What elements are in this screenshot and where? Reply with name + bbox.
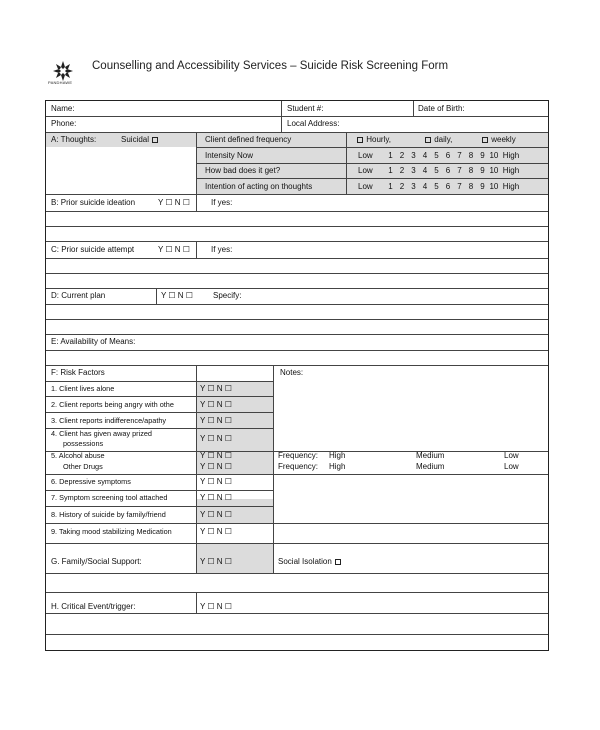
scale-value-10[interactable]: 10 xyxy=(489,182,499,191)
scale-value-4[interactable]: 4 xyxy=(422,166,428,175)
risk-yn-9[interactable]: Y ☐ N ☐ xyxy=(200,527,232,536)
risk-yn-8[interactable]: Y ☐ N ☐ xyxy=(200,510,232,519)
scale-value-4[interactable]: 4 xyxy=(422,182,428,191)
scale-value-9[interactable]: 9 xyxy=(480,151,485,160)
scale-value-4[interactable]: 4 xyxy=(422,151,428,160)
scale-value-3[interactable]: 3 xyxy=(411,151,416,160)
logo-icon xyxy=(52,60,74,82)
student-number-label: Student #: xyxy=(287,104,324,113)
scale-value-8[interactable]: 8 xyxy=(468,166,474,175)
scale-value-9[interactable]: 9 xyxy=(480,182,485,191)
scale-value-8[interactable]: 8 xyxy=(468,151,474,160)
date-of-birth-label: Date of Birth: xyxy=(418,104,465,113)
risk-item-1: 1. Client lives alone xyxy=(51,384,115,393)
risk-item-5: 5. Alcohol abuse xyxy=(51,451,105,460)
intention-label: Intention of acting on thoughts xyxy=(205,182,313,191)
scale-value-7[interactable]: 7 xyxy=(457,151,462,160)
social-isolation-checkbox[interactable] xyxy=(335,559,341,565)
alcohol-high[interactable]: High xyxy=(329,451,346,460)
section-b-yes-no[interactable]: Y ☐ N ☐ xyxy=(158,198,190,207)
intention-scale[interactable] xyxy=(358,182,519,192)
screening-form xyxy=(45,100,549,651)
scale-value-2[interactable]: 2 xyxy=(399,182,405,191)
section-b-if-yes: If yes: xyxy=(211,198,233,207)
drugs-frequency-label: Frequency: xyxy=(278,462,319,471)
daily-checkbox[interactable] xyxy=(425,137,431,143)
phone-label: Phone: xyxy=(51,119,77,128)
scale-value-1[interactable]: 1 xyxy=(388,182,393,191)
risk-item-3: 3. Client reports indifference/apathy xyxy=(51,416,167,425)
scale-value-10[interactable]: 10 xyxy=(489,151,499,160)
scale-value-7[interactable]: 7 xyxy=(457,182,462,191)
how-bad-scale[interactable] xyxy=(358,166,519,176)
section-f-label: F: Risk Factors xyxy=(51,368,105,377)
section-b-label: B: Prior suicide ideation xyxy=(51,198,136,207)
form-header xyxy=(0,0,600,95)
risk-yn-5a[interactable]: Y ☐ N ☐ xyxy=(200,451,232,460)
logo-text: PANDHAWE xyxy=(48,80,73,85)
risk-item-7: 7. Symptom screening tool attached xyxy=(51,493,168,502)
drugs-medium[interactable]: Medium xyxy=(416,462,445,471)
scale-low: Low xyxy=(358,182,373,191)
section-h-label: H. Critical Event/trigger: xyxy=(51,602,136,611)
section-g-yes-no[interactable]: Y ☐ N ☐ xyxy=(200,557,232,566)
scale-value-5[interactable]: 5 xyxy=(434,166,439,175)
risk-yn-3[interactable]: Y ☐ N ☐ xyxy=(200,416,232,425)
section-e-label: E: Availability of Means: xyxy=(51,337,136,346)
scale-value-9[interactable]: 9 xyxy=(480,166,485,175)
alcohol-medium[interactable]: Medium xyxy=(416,451,445,460)
scale-high: High xyxy=(502,166,520,175)
section-c-if-yes: If yes: xyxy=(211,245,233,254)
risk-item-8: 8. History of suicide by family/friend xyxy=(51,510,166,519)
risk-item-2: 2. Client reports being angry with othe xyxy=(51,400,174,409)
risk-item-4: 4. Client has given away prized xyxy=(51,429,152,438)
intensity-scale[interactable] xyxy=(358,151,519,161)
scale-value-7[interactable]: 7 xyxy=(457,166,462,175)
section-d-label: D: Current plan xyxy=(51,291,106,300)
suicidal-option[interactable]: Suicidal xyxy=(121,135,159,145)
scale-low: Low xyxy=(358,166,373,175)
weekly-option[interactable]: weekly xyxy=(481,135,516,145)
scale-high: High xyxy=(502,151,520,160)
scale-value-8[interactable]: 8 xyxy=(468,182,474,191)
section-d-yes-no[interactable]: Y ☐ N ☐ xyxy=(161,291,193,300)
scale-value-5[interactable]: 5 xyxy=(434,151,439,160)
drugs-high[interactable]: High xyxy=(329,462,346,471)
risk-yn-2[interactable]: Y ☐ N ☐ xyxy=(200,400,232,409)
weekly-checkbox[interactable] xyxy=(482,137,488,143)
scale-high: High xyxy=(502,182,520,191)
section-g-label: G. Family/Social Support: xyxy=(51,557,142,566)
risk-item-5-line2: Other Drugs xyxy=(63,462,103,471)
section-c-yes-no[interactable]: Y ☐ N ☐ xyxy=(158,245,190,254)
scale-value-6[interactable]: 6 xyxy=(445,182,451,191)
drugs-low[interactable]: Low xyxy=(504,462,519,471)
section-d-specify: Specify: xyxy=(213,291,242,300)
alcohol-low[interactable]: Low xyxy=(504,451,519,460)
scale-low: Low xyxy=(358,151,373,160)
risk-yn-5b[interactable]: Y ☐ N ☐ xyxy=(200,462,232,471)
scale-value-3[interactable]: 3 xyxy=(411,166,416,175)
notes-label: Notes: xyxy=(280,368,304,377)
scale-value-1[interactable]: 1 xyxy=(388,166,393,175)
suicidal-checkbox[interactable] xyxy=(152,137,158,143)
frequency-label: Client defined frequency xyxy=(205,135,292,144)
social-isolation-option[interactable]: Social Isolation xyxy=(278,557,342,567)
name-label: Name: xyxy=(51,104,75,113)
how-bad-label: How bad does it get? xyxy=(205,166,281,175)
risk-item-4-line2: possessions xyxy=(63,439,104,448)
section-h-yes-no[interactable]: Y ☐ N ☐ xyxy=(200,602,232,611)
page-title: Counselling and Accessibility Services – Suicide Risk Screening Form xyxy=(92,60,449,72)
scale-value-5[interactable]: 5 xyxy=(434,182,439,191)
hourly-option[interactable]: Hourly, xyxy=(356,135,391,145)
daily-option[interactable]: daily, xyxy=(424,135,452,145)
risk-yn-1[interactable]: Y ☐ N ☐ xyxy=(200,384,232,393)
alcohol-frequency-label: Frequency: xyxy=(278,451,319,460)
scale-value-6[interactable]: 6 xyxy=(445,166,451,175)
scale-value-2[interactable]: 2 xyxy=(399,151,405,160)
risk-yn-6[interactable]: Y ☐ N ☐ xyxy=(200,477,232,486)
risk-item-9: 9. Taking mood stabilizing Medication xyxy=(51,527,172,536)
hourly-checkbox[interactable] xyxy=(357,137,363,143)
scale-value-3[interactable]: 3 xyxy=(411,182,416,191)
risk-yn-4[interactable]: Y ☐ N ☐ xyxy=(200,434,232,443)
scale-value-1[interactable]: 1 xyxy=(388,151,393,160)
intensity-label: Intensity Now xyxy=(205,151,254,160)
risk-item-6: 6. Depressive symptoms xyxy=(51,477,131,486)
scale-value-10[interactable]: 10 xyxy=(489,166,499,175)
section-c-label: C: Prior suicide attempt xyxy=(51,245,135,254)
risk-yn-7[interactable]: Y ☐ N ☐ xyxy=(200,493,232,502)
local-address-label: Local Address: xyxy=(287,119,340,128)
scale-value-2[interactable]: 2 xyxy=(399,166,405,175)
section-a-label: A: Thoughts: xyxy=(51,135,97,144)
scale-value-6[interactable]: 6 xyxy=(445,151,451,160)
